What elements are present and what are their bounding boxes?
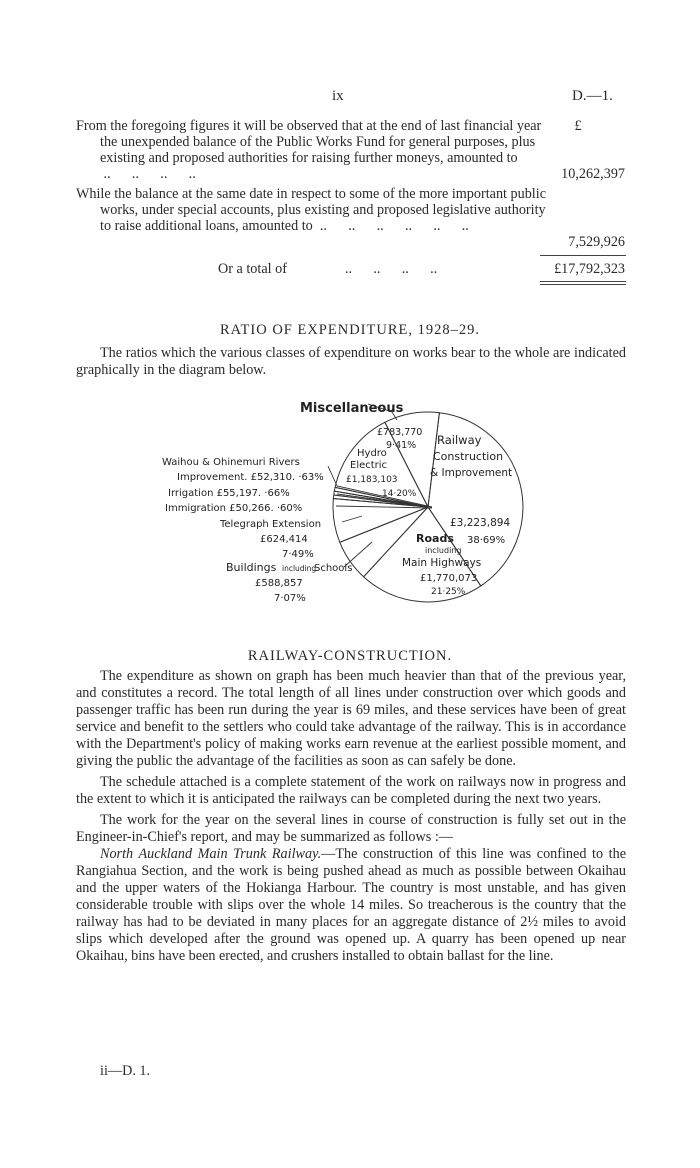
label-railway-2: Construction: [433, 450, 504, 463]
railway-paragraph-2: The schedule attached is a complete statement of the work on railways now in progress and the extent to which it is anticipated the railways can be completed during the next two years.: [76, 774, 626, 807]
misc-percent: 9·41%: [386, 440, 417, 451]
railway-paragraph-1: The expenditure as shown on graph has been much heavier than that of the previous year, and constitutes a record. The total length of all lines under construction over which goods and passenger traffic has been run during the year is 69 miles, and these services have been of great service and benefit to the settlers who could take advantage of the railway. This is in accordance with the Department's policy of making works earn revenue at the earliest possible moment, and giving the public the advantage of the facilities as soon as can safely be done.: [76, 668, 626, 769]
north-auckland-heading: North Auckland Main Trunk Railway.: [100, 846, 322, 862]
roads-amount: £1,770,073: [420, 573, 478, 584]
currency-symbol: £: [574, 118, 582, 134]
page-signature: ii—D. 1.: [100, 1063, 151, 1079]
total-double-rule-2: [540, 284, 626, 285]
railway-paragraph-4: [76, 846, 626, 965]
summary-paragraph-1: [76, 118, 560, 182]
summary-leader-1: .. .. .. ..: [100, 166, 196, 182]
page-number: ix: [332, 88, 344, 104]
roads-percent: 21·25%: [431, 587, 466, 597]
summary-amount-2: 7,529,926: [568, 234, 625, 250]
total-label: Or a total of: [218, 261, 287, 277]
summary-text-1: From the foregoing figures it will be observed that at the end of last financial year the unexpended balance of the Public Works Fund for general purposes, plus existing and proposed authorities for raising further moneys, amounted to: [76, 118, 542, 166]
railway-section-title: RAILWAY-CONSTRUCTION.: [247, 648, 453, 664]
subtotal-rule: [540, 255, 626, 256]
buildings-percent: 7·07%: [274, 593, 306, 604]
label-irrigation: Irrigation £55,197. ·66%: [168, 488, 290, 499]
label-railway-3: & Improvement: [430, 467, 513, 479]
total-double-rule-1: [540, 281, 626, 282]
misc-amount: £783,770: [377, 427, 423, 438]
total-amount: £17,792,323: [554, 261, 625, 277]
label-buildings-1: Buildings: [226, 561, 277, 574]
label-buildings-3: Schools: [314, 563, 353, 574]
hydro-percent: 14·20%: [382, 489, 417, 499]
ratio-intro-block: [76, 345, 626, 379]
summary-text-2: While the balance at the same date in respect to some of the more important public works, under special accounts, plus existing and proposed legislative authority to raise additional loans, amounted to: [76, 186, 546, 234]
summary-leader-2: .. .. .. .. .. ..: [312, 218, 469, 234]
railway-percent: 38·69%: [467, 535, 506, 546]
label-hydro-2: Electric: [350, 460, 388, 471]
label-waihou-1: Waihou & Ohinemuri Rivers: [162, 457, 300, 468]
ratio-intro: The ratios which the various classes of expenditure on works bear to the whole are indicated graphically in the diagram below.: [76, 345, 626, 378]
total-leader: .. .. .. ..: [345, 261, 438, 277]
label-telegraph: Telegraph Extension: [220, 519, 322, 530]
label-miscellaneous: Miscellaneous: [300, 401, 404, 416]
label-roads-3: Main Highways: [402, 557, 482, 569]
label-roads-2: including: [425, 546, 462, 555]
label-railway-1: Railway: [437, 433, 482, 447]
label-waihou-2: Improvement. £52,310. ·63%: [177, 472, 324, 483]
label-hydro-1: Hydro: [357, 448, 387, 459]
summary-paragraph-2: [76, 186, 560, 234]
buildings-amount: £588,857: [255, 578, 303, 589]
telegraph-amount: £624,414: [260, 534, 308, 545]
label-buildings-2: including: [282, 564, 317, 573]
leader-telegraph: [342, 516, 362, 522]
label-roads-1: Roads: [416, 532, 454, 545]
railway-paragraph-3: The work for the year on the several lines in course of construction is fully set out in the Engineer-in-Chief's report, and may be summarized as follows :—: [76, 812, 626, 845]
telegraph-percent: 7·49%: [282, 549, 314, 560]
label-immigration: Immigration £50,266. ·60%: [165, 503, 303, 514]
summary-amount-1: 10,262,397: [561, 166, 625, 182]
north-auckland-text: —The construction of this line was confined to the Rangiahua Section, and the work is being pushed ahead as much as possible between Okaihau and the upper waters of the Hokianga Harbour. The country is most unstable, and has given considerable trouble with slips over the whole 14 miles. So treacherous is the country that the railway has had to be deviated in many places for an aggregate distance of 2½ miles to avoid slips which developed after the ground was opened up. A quarry has been opened up near Okaihau, bins have been erected, and crushers installed to obtain ballast for the line.: [76, 846, 626, 964]
railway-amount: £3,223,894: [450, 517, 511, 529]
ratio-section-title: RATIO OF EXPENDITURE, 1928–29.: [220, 322, 480, 338]
document-code: D.—1.: [572, 88, 613, 104]
hydro-amount: £1,183,103: [346, 475, 398, 485]
railway-section-body: [76, 668, 626, 965]
expenditure-pie-chart: [150, 390, 630, 620]
